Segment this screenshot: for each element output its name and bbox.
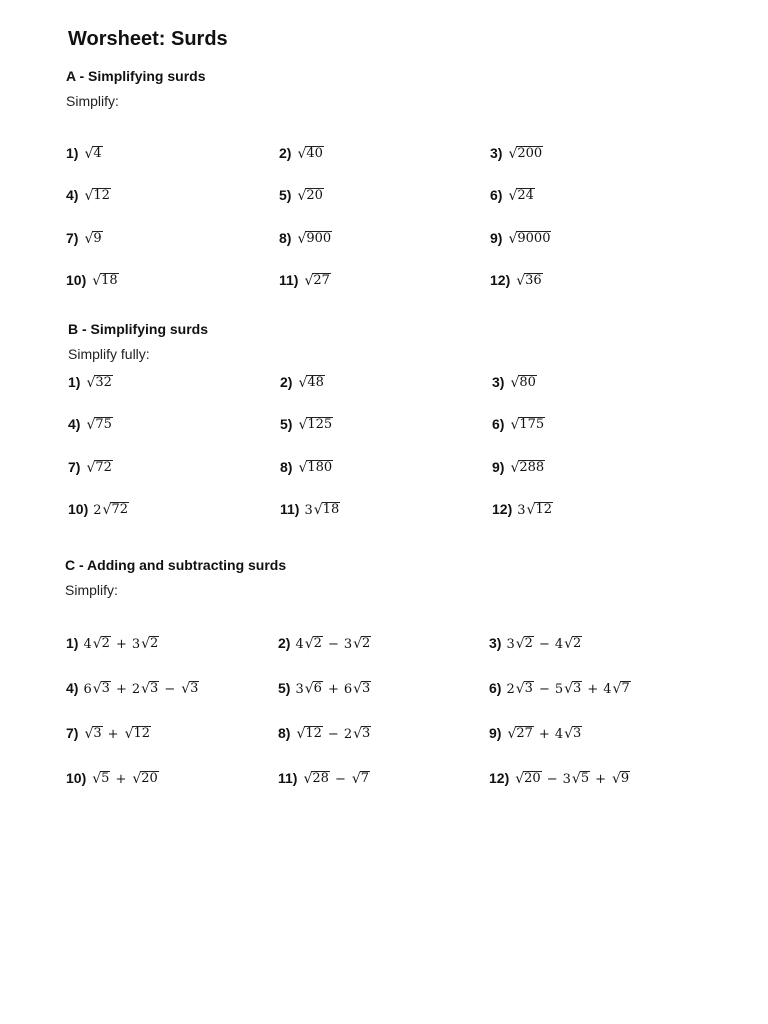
radical-sign-icon: √: [313, 502, 323, 518]
square-root: [508, 188, 534, 203]
radicand: 125: [307, 416, 333, 432]
square-root: [314, 502, 340, 517]
question-item: [68, 374, 113, 390]
square-root: [510, 460, 545, 475]
section-c-title: C - Adding and subtracting surds: [65, 557, 287, 573]
question-number: 6): [490, 187, 503, 203]
radicand: 7: [360, 770, 370, 786]
square-root: [84, 231, 102, 246]
operator: +: [327, 682, 339, 697]
radical-sign-icon: √: [507, 726, 517, 742]
radical-sign-icon: √: [86, 375, 96, 391]
radical-sign-icon: √: [515, 636, 525, 652]
question-item: [278, 680, 371, 697]
question-number: 7): [68, 459, 81, 475]
square-root: [93, 636, 111, 651]
question-item: [490, 145, 543, 161]
radicand: 3: [362, 680, 371, 696]
radical-sign-icon: √: [297, 146, 307, 162]
operator: −: [327, 727, 339, 742]
radicand: 3: [101, 680, 110, 696]
question-number: 10): [68, 501, 89, 517]
radicand: 2: [101, 635, 110, 651]
radical-sign-icon: √: [86, 417, 96, 433]
square-root: [564, 681, 582, 696]
coefficient: 4: [83, 637, 92, 652]
question-item: [489, 725, 582, 742]
radicand: 6: [313, 680, 322, 696]
radical-sign-icon: √: [510, 417, 520, 433]
question-item: [279, 187, 324, 203]
radicand: 5: [101, 770, 110, 786]
radical-sign-icon: √: [510, 460, 520, 476]
coefficient: 3: [295, 682, 304, 697]
square-root: [103, 502, 129, 517]
operator: +: [115, 637, 127, 652]
square-root: [298, 375, 324, 390]
radical-sign-icon: √: [508, 231, 518, 247]
radical-sign-icon: √: [86, 460, 96, 476]
radicand: 3: [573, 680, 582, 696]
question-number: 12): [489, 770, 510, 786]
square-root: [84, 146, 102, 161]
radical-sign-icon: √: [564, 726, 574, 742]
coefficient: 4: [554, 637, 564, 652]
radical-sign-icon: √: [92, 681, 102, 697]
square-root: [92, 273, 118, 288]
square-root: [516, 273, 542, 288]
square-root: [93, 681, 111, 696]
question-item: [66, 272, 119, 288]
coefficient: 4: [603, 682, 612, 697]
radical-sign-icon: √: [297, 188, 307, 204]
operator: +: [587, 682, 599, 697]
radical-sign-icon: √: [84, 231, 94, 247]
coefficient: 3: [506, 637, 515, 652]
coefficient: 2: [93, 503, 102, 518]
radicand: 9000: [517, 230, 551, 246]
question-item: [278, 770, 370, 787]
section-c-instruction: Simplify:: [65, 582, 118, 598]
radicand: 2: [150, 635, 159, 651]
radicand: 28: [312, 770, 329, 786]
coefficient: 4: [554, 727, 564, 742]
operator: +: [115, 772, 127, 787]
question-number: 8): [278, 725, 291, 741]
radicand: 32: [95, 374, 112, 390]
question-number: 6): [492, 416, 505, 432]
radicand: 3: [573, 725, 582, 741]
radical-sign-icon: √: [304, 681, 314, 697]
radical-sign-icon: √: [298, 417, 308, 433]
radical-sign-icon: √: [298, 460, 308, 476]
question-number: 3): [490, 145, 503, 161]
radical-sign-icon: √: [303, 771, 313, 787]
question-number: 2): [279, 145, 292, 161]
radical-sign-icon: √: [298, 375, 308, 391]
square-root: [92, 771, 110, 786]
question-item: [66, 770, 159, 787]
question-item: [490, 230, 551, 246]
question-item: [280, 501, 340, 518]
radicand: 40: [306, 145, 323, 161]
square-root: [132, 771, 158, 786]
question-number: 4): [66, 187, 79, 203]
operator: +: [538, 727, 550, 742]
radical-sign-icon: √: [508, 188, 518, 204]
operator: −: [538, 682, 550, 697]
radicand: 3: [150, 680, 159, 696]
coefficient: 3: [304, 503, 313, 518]
question-item: [492, 416, 545, 432]
question-number: 1): [68, 374, 81, 390]
square-root: [86, 460, 112, 475]
question-item: [68, 459, 113, 475]
square-root: [516, 681, 534, 696]
coefficient: 2: [343, 727, 353, 742]
question-item: [280, 459, 333, 475]
radicand: 72: [95, 459, 112, 475]
square-root: [125, 726, 151, 741]
operator: −: [327, 637, 339, 652]
square-root: [508, 231, 551, 246]
question-item: [279, 230, 332, 246]
question-number: 2): [278, 635, 291, 651]
coefficient: 2: [131, 682, 141, 697]
square-root: [84, 188, 110, 203]
coefficient: 4: [295, 637, 304, 652]
radical-sign-icon: √: [181, 681, 191, 697]
radicand: 4: [93, 145, 102, 161]
radical-sign-icon: √: [612, 681, 622, 697]
coefficient: 3: [517, 503, 526, 518]
radical-sign-icon: √: [84, 146, 94, 162]
radical-sign-icon: √: [508, 146, 518, 162]
operator: −: [334, 772, 346, 787]
radicand: 24: [517, 187, 534, 203]
radical-sign-icon: √: [84, 726, 94, 742]
question-number: 1): [66, 635, 79, 651]
square-root: [298, 460, 333, 475]
question-item: [490, 187, 535, 203]
square-root: [516, 636, 534, 651]
question-item: [489, 680, 631, 697]
square-root: [298, 417, 333, 432]
question-item: [66, 145, 103, 161]
square-root: [613, 681, 631, 696]
radicand: 72: [111, 501, 128, 517]
operator: −: [538, 637, 550, 652]
radicand: 200: [517, 145, 543, 161]
radicand: 20: [306, 187, 323, 203]
radical-sign-icon: √: [353, 681, 363, 697]
radicand: 36: [525, 272, 542, 288]
square-root: [507, 726, 533, 741]
radical-sign-icon: √: [351, 771, 361, 787]
question-number: 4): [68, 416, 81, 432]
question-item: [66, 725, 151, 742]
question-number: 11): [279, 272, 299, 288]
radical-sign-icon: √: [92, 771, 102, 787]
square-root: [304, 273, 330, 288]
radicand: 75: [95, 416, 112, 432]
radical-sign-icon: √: [564, 681, 574, 697]
coefficient: 6: [83, 682, 92, 697]
radical-sign-icon: √: [304, 273, 314, 289]
radicand: 7: [621, 680, 630, 696]
radicand: 12: [133, 725, 151, 741]
coefficient: 6: [343, 682, 353, 697]
square-root: [572, 771, 590, 786]
radicand: 9: [93, 230, 102, 246]
radicand: 3: [93, 725, 102, 741]
square-root: [353, 726, 371, 741]
square-root: [510, 375, 536, 390]
square-root: [564, 726, 582, 741]
question-number: 5): [279, 187, 292, 203]
square-root: [296, 726, 322, 741]
radicand: 80: [519, 374, 536, 390]
square-root: [305, 636, 323, 651]
square-root: [353, 636, 371, 651]
operator: +: [107, 727, 119, 742]
question-number: 12): [492, 501, 513, 517]
radical-sign-icon: √: [510, 375, 520, 391]
section-b-instruction: Simplify fully:: [68, 346, 150, 362]
radicand: 2: [573, 635, 582, 651]
radicand: 48: [307, 374, 324, 390]
radicand: 27: [313, 272, 330, 288]
radical-sign-icon: √: [571, 771, 581, 787]
question-number: 2): [280, 374, 293, 390]
radicand: 12: [93, 187, 110, 203]
question-item: [489, 770, 630, 787]
radicand: 12: [305, 725, 322, 741]
radical-sign-icon: √: [141, 636, 151, 652]
question-number: 4): [66, 680, 79, 696]
question-item: [492, 374, 537, 390]
square-root: [181, 681, 199, 696]
question-number: 9): [489, 725, 502, 741]
radicand: 18: [101, 272, 118, 288]
question-item: [278, 725, 371, 742]
radicand: 288: [519, 459, 545, 475]
radical-sign-icon: √: [124, 726, 134, 742]
section-a-title: A - Simplifying surds: [66, 68, 206, 84]
square-root: [510, 417, 545, 432]
square-root: [84, 726, 102, 741]
radical-sign-icon: √: [296, 726, 306, 742]
question-number: 5): [278, 680, 291, 696]
question-item: [66, 230, 103, 246]
coefficient: 3: [131, 637, 141, 652]
square-root: [515, 771, 541, 786]
radicand: 180: [307, 459, 333, 475]
question-item: [492, 501, 553, 518]
radical-sign-icon: √: [353, 726, 363, 742]
question-number: 10): [66, 272, 87, 288]
radical-sign-icon: √: [92, 636, 102, 652]
radicand: 27: [516, 725, 533, 741]
question-item: [280, 416, 333, 432]
question-item: [279, 272, 331, 288]
question-number: 8): [280, 459, 293, 475]
question-item: [68, 416, 113, 432]
question-item: [490, 272, 543, 288]
coefficient: 3: [562, 772, 571, 787]
radical-sign-icon: √: [564, 636, 574, 652]
question-number: 7): [66, 725, 79, 741]
question-number: 11): [280, 501, 300, 517]
question-number: 7): [66, 230, 79, 246]
square-root: [297, 231, 332, 246]
radical-sign-icon: √: [516, 273, 526, 289]
square-root: [86, 417, 112, 432]
square-root: [564, 636, 582, 651]
coefficient: 2: [506, 682, 515, 697]
question-number: 12): [490, 272, 511, 288]
coefficient: 5: [554, 682, 564, 697]
question-item: [280, 374, 325, 390]
radical-sign-icon: √: [102, 502, 112, 518]
section-a-instruction: Simplify:: [66, 93, 119, 109]
question-number: 5): [280, 416, 293, 432]
radicand: 2: [362, 635, 371, 651]
worksheet-title: Worsheet: Surds: [68, 28, 228, 50]
question-item: [68, 501, 129, 518]
radicand: 12: [535, 501, 552, 517]
question-number: 1): [66, 145, 79, 161]
square-root: [86, 375, 112, 390]
section-b-title: B - Simplifying surds: [68, 321, 209, 337]
square-root: [297, 188, 323, 203]
question-item: [66, 635, 159, 652]
question-number: 10): [66, 770, 87, 786]
radical-sign-icon: √: [92, 273, 102, 289]
question-item: [279, 145, 324, 161]
radicand: 900: [306, 230, 332, 246]
square-root: [141, 636, 159, 651]
radicand: 5: [580, 770, 590, 786]
radicand: 20: [141, 770, 158, 786]
radicand: 3: [190, 680, 199, 696]
square-root: [527, 502, 553, 517]
question-number: 3): [492, 374, 505, 390]
radical-sign-icon: √: [304, 636, 314, 652]
radicand: 3: [362, 725, 371, 741]
radical-sign-icon: √: [132, 771, 142, 787]
question-number: 9): [490, 230, 503, 246]
square-root: [353, 681, 371, 696]
operator: +: [595, 772, 606, 787]
radicand: 2: [524, 635, 533, 651]
question-number: 11): [278, 770, 298, 786]
square-root: [508, 146, 543, 161]
radical-sign-icon: √: [297, 231, 307, 247]
radical-sign-icon: √: [515, 771, 525, 787]
radicand: 9: [620, 770, 630, 786]
question-number: 6): [489, 680, 502, 696]
square-root: [297, 146, 323, 161]
question-number: 3): [489, 635, 502, 651]
question-item: [278, 635, 371, 652]
square-root: [303, 771, 329, 786]
question-item: [66, 187, 111, 203]
question-item: [489, 635, 582, 652]
radicand: 175: [519, 416, 545, 432]
radicand: 18: [322, 501, 340, 517]
square-root: [141, 681, 159, 696]
question-item: [66, 680, 199, 697]
operator: +: [115, 682, 127, 697]
square-root: [612, 771, 630, 786]
radical-sign-icon: √: [84, 188, 94, 204]
operator: −: [164, 682, 176, 697]
radical-sign-icon: √: [612, 771, 621, 787]
square-root: [352, 771, 370, 786]
radical-sign-icon: √: [515, 681, 525, 697]
operator: −: [546, 772, 558, 787]
radicand: 2: [313, 635, 322, 651]
radical-sign-icon: √: [353, 636, 363, 652]
radicand: 3: [524, 680, 533, 696]
question-number: 9): [492, 459, 505, 475]
question-number: 8): [279, 230, 292, 246]
radicand: 20: [524, 770, 541, 786]
coefficient: 3: [343, 637, 353, 652]
radical-sign-icon: √: [141, 681, 151, 697]
question-item: [492, 459, 545, 475]
radical-sign-icon: √: [526, 502, 536, 518]
square-root: [305, 681, 323, 696]
